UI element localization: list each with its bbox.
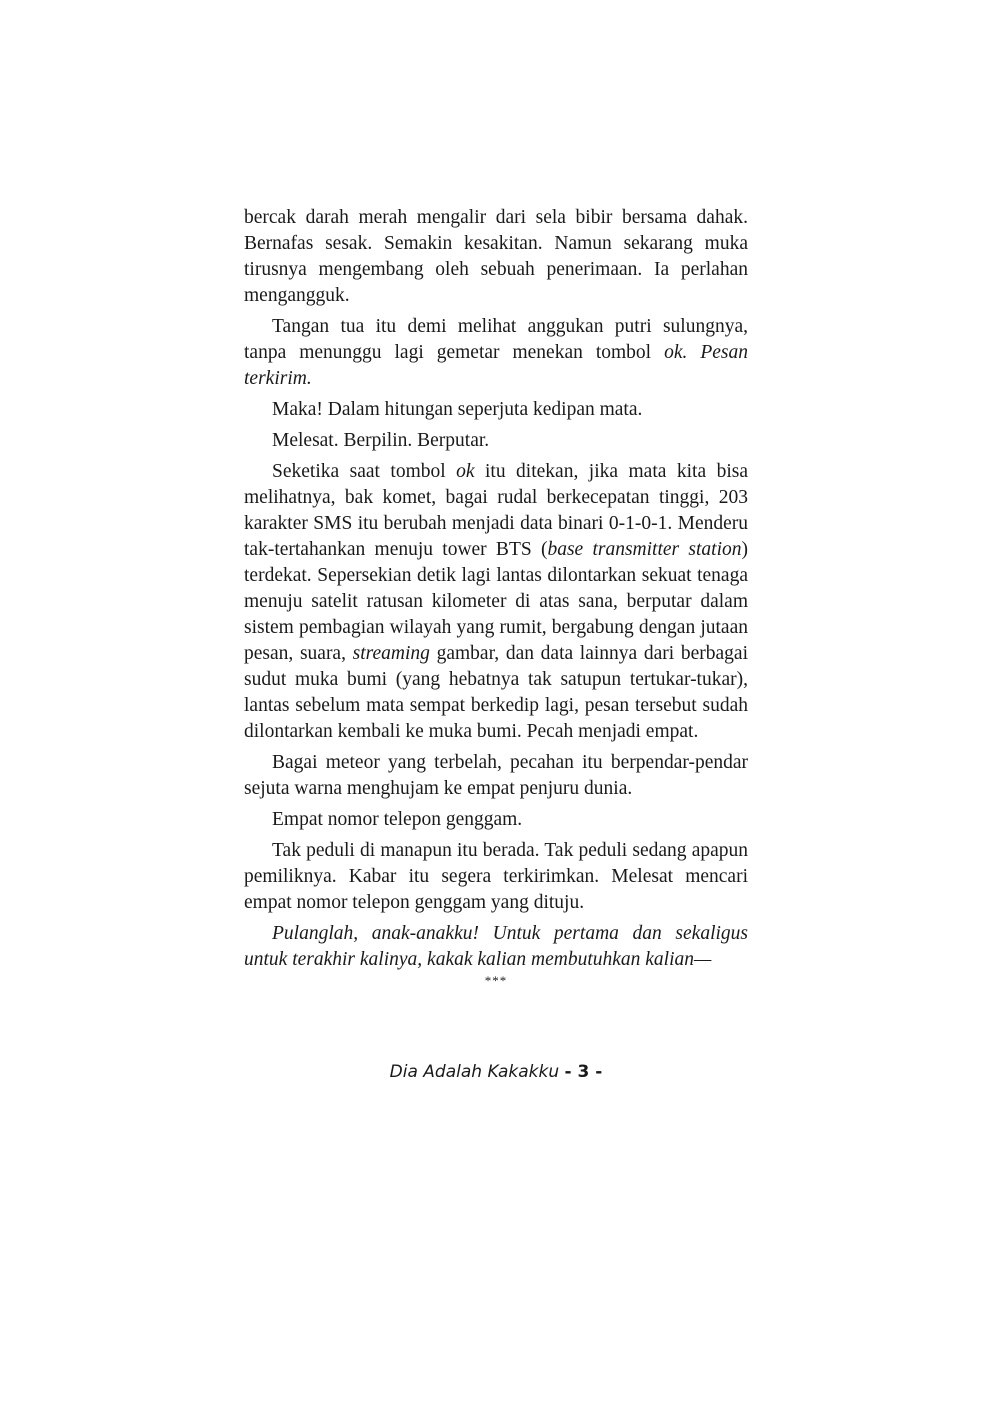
book-title: Dia Adalah Kakakku <box>389 1062 560 1082</box>
paragraph-4 <box>244 428 748 454</box>
ok-term: ok. <box>664 342 688 363</box>
paragraph-7 <box>244 807 748 833</box>
paragraph-2 <box>244 314 748 392</box>
paragraph-3-text: Maka! Dalam hitungan seperjuta kedipan mata. <box>272 399 643 420</box>
paragraph-5-part-b: itu ditekan, jika mata kita bisa melihatnya, bak komet, bagai rudal berkecepatan tinggi, 203 karakter SMS itu berubah menjadi data binari 0-1-0-1. Menderu tak-tertahankan menuju tower BTS ( <box>244 461 748 560</box>
body-text <box>244 205 748 989</box>
paragraph-4-text: Melesat. Berpilin. Berputar. <box>272 430 490 451</box>
message-sent-text: Pesan terkirim. <box>244 342 748 389</box>
paragraph-5-part-a: Seketika saat tombol <box>272 461 457 482</box>
paragraph-3 <box>244 397 748 423</box>
paragraph-1 <box>244 205 748 309</box>
paragraph-9 <box>244 921 748 973</box>
paragraph-5-part-c: ) terdekat. Sepersekian detik lagi lantas dilontarkan sekuat tenaga menuju satelit ratusan kilometer di atas sana, berputar dalam sistem pembagian wilayah yang rumit, bergabung dengan jutaan pesan, suara, <box>244 539 748 664</box>
paragraph-7-text: Empat nomor telepon genggam. <box>272 809 523 830</box>
streaming-term: streaming <box>352 643 430 664</box>
paragraph-9-text: Pulanglah, anak-anakku! Untuk pertama dan sekaligus untuk terakhir kalinya, kakak kalian membutuhkan kalian— <box>244 923 748 970</box>
page-footer <box>0 1062 992 1082</box>
bts-term: base transmitter station <box>547 539 742 560</box>
paragraph-2-text: Tangan tua itu demi melihat anggukan putri sulungnya, tanpa menunggu lagi gemetar menekan tombol <box>244 316 748 363</box>
paragraph-1-text: bercak darah merah mengalir dari sela bibir bersama dahak. Bernafas sesak. Semakin kesakitan. Namun sekarang muka tirusnya mengembang oleh sebuah penerimaan. Ia perlahan mengangguk. <box>244 207 748 306</box>
paragraph-5 <box>244 459 748 745</box>
paragraph-8-text: Tak peduli di manapun itu berada. Tak peduli sedang apapun pemiliknya. Kabar itu segera terkirimkan. Melesat mencari empat nomor telepon genggam yang dituju. <box>244 840 748 913</box>
page-number: - 3 - <box>564 1062 603 1082</box>
paragraph-8 <box>244 838 748 916</box>
ok-term: ok <box>456 461 475 482</box>
paragraph-6 <box>244 750 748 802</box>
section-separator: *** <box>484 973 508 988</box>
paragraph-6-text: Bagai meteor yang terbelah, pecahan itu berpendar-pendar sejuta warna menghujam ke empat penjuru dunia. <box>244 752 748 799</box>
paragraph-5-part-d: gambar, dan data lainnya dari berbagai sudut muka bumi (yang hebatnya tak satupun tertukar-tukar), lantas sebelum mata sempat berkedip lagi, pesan tersebut sudah dilontarkan kembali ke muka bumi. Pecah menjadi empat. <box>244 643 748 742</box>
